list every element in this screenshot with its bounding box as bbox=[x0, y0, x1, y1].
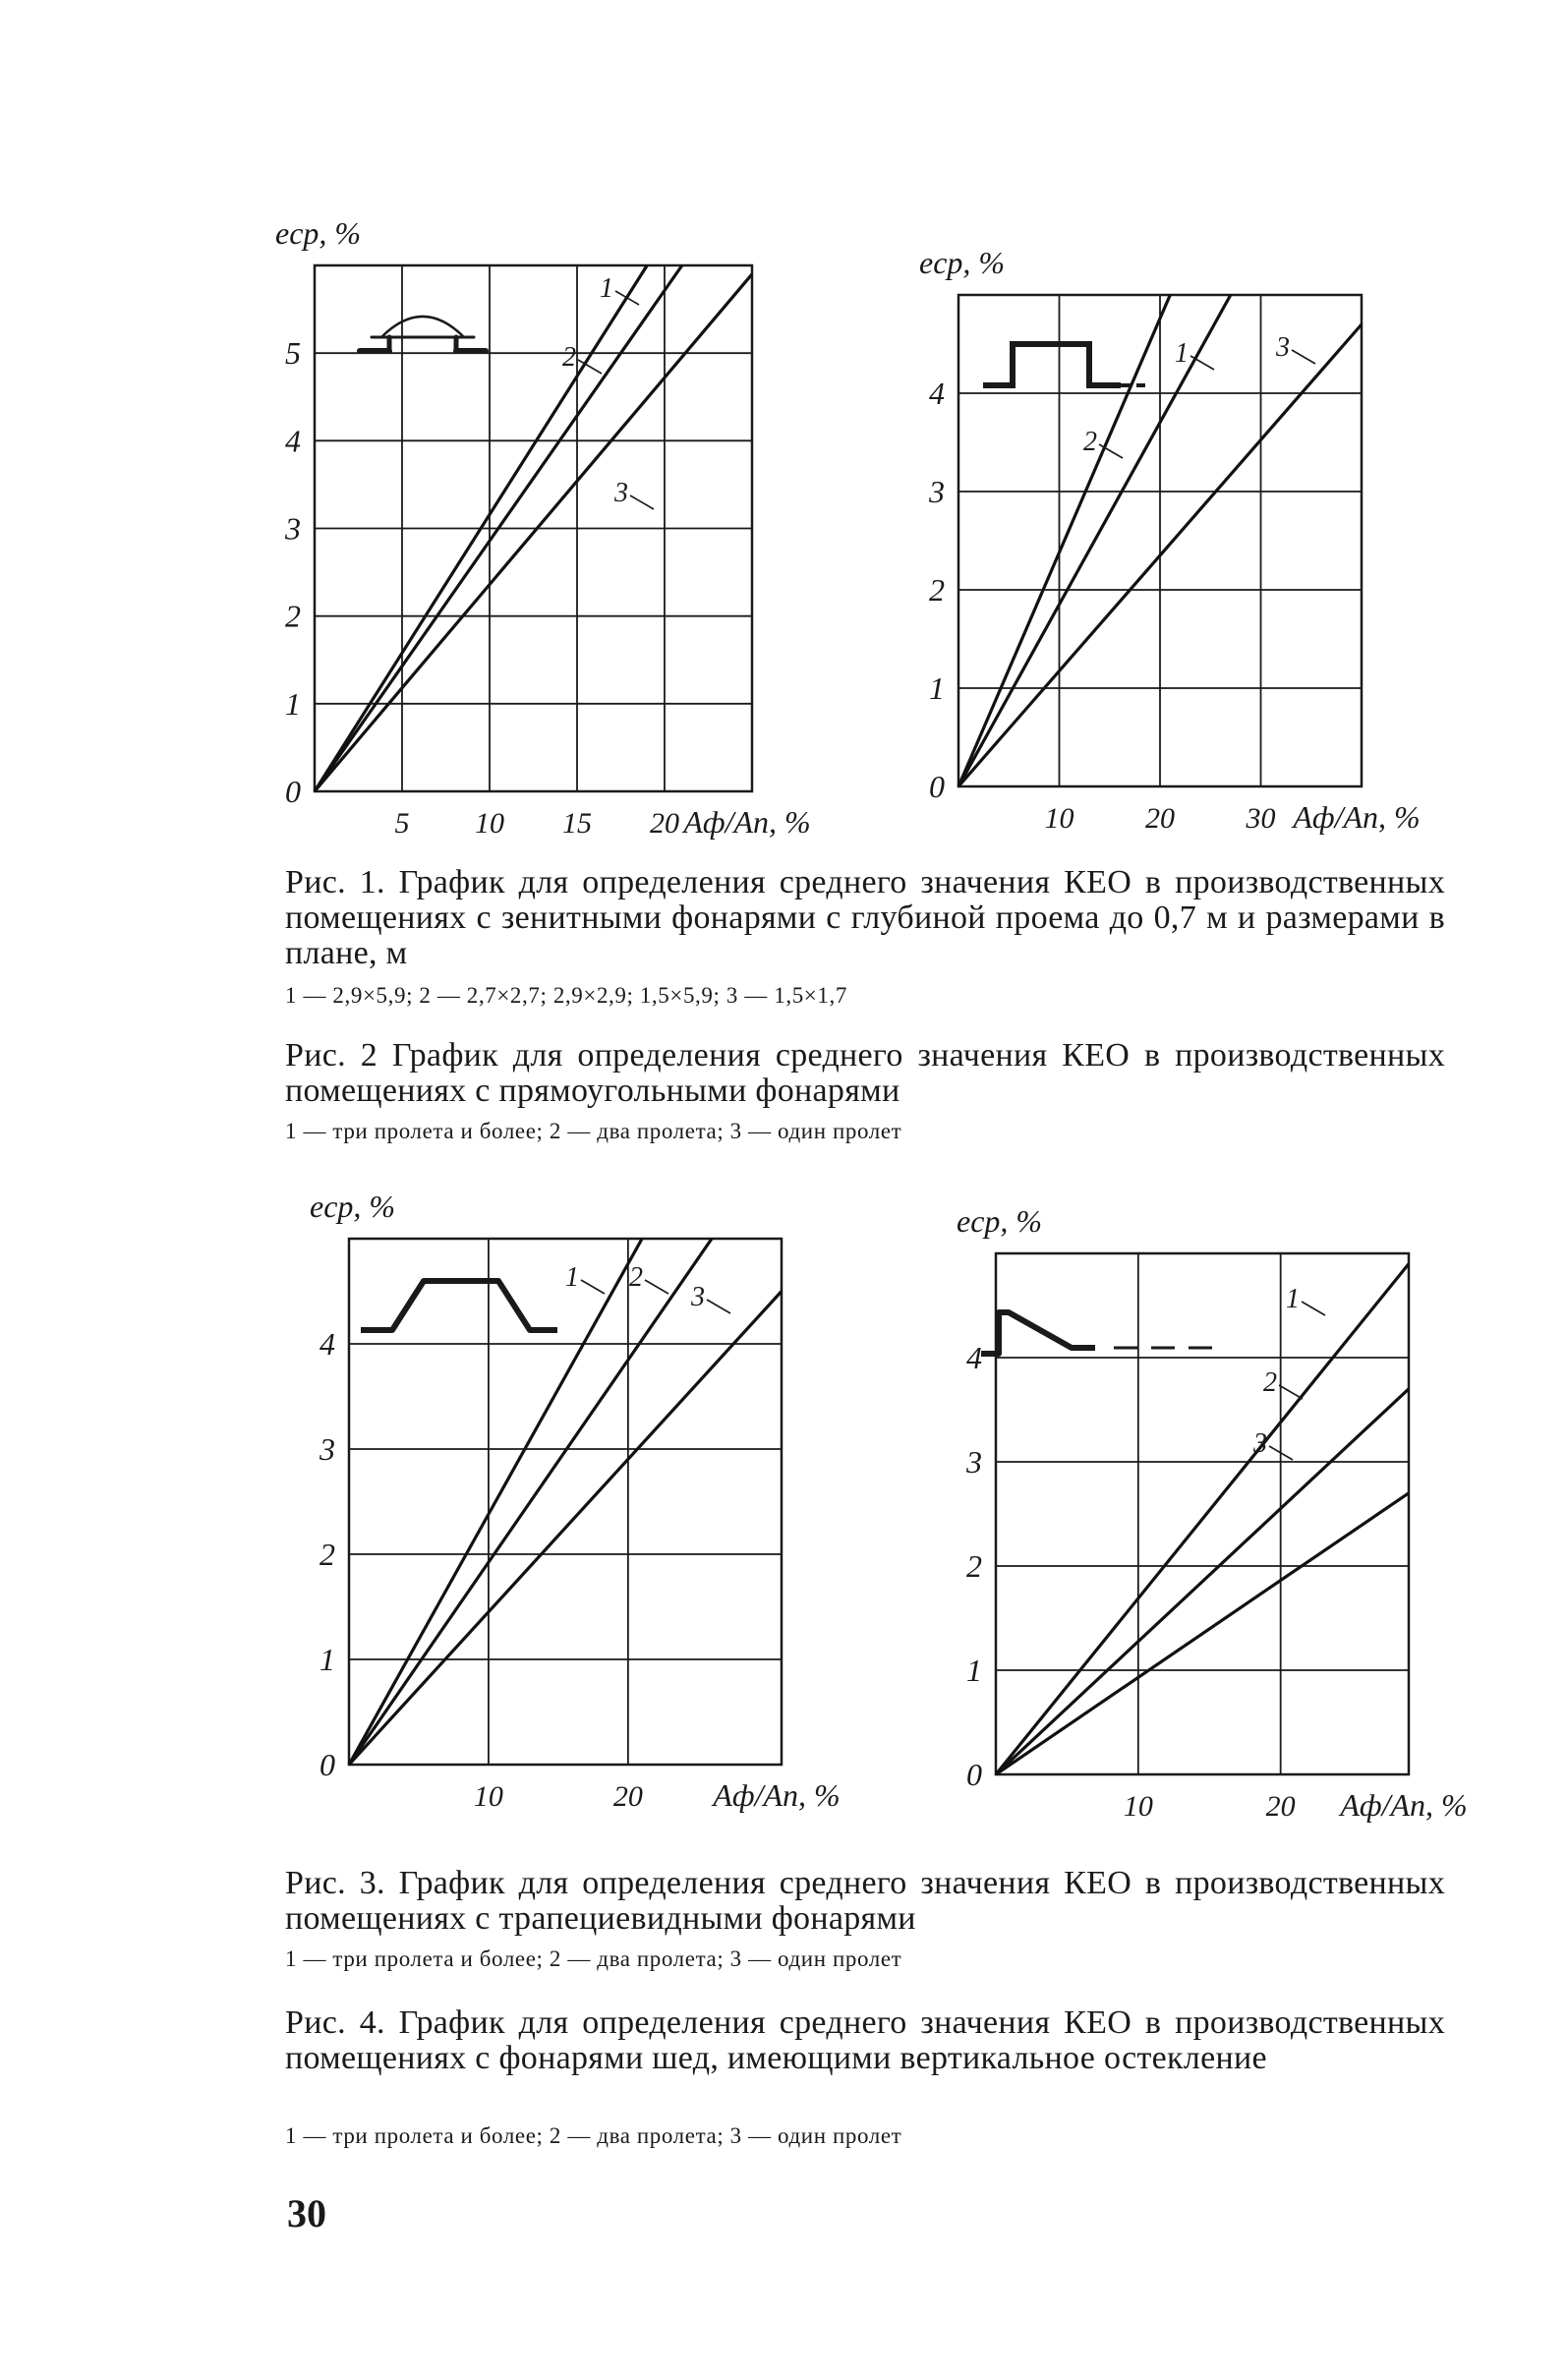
chart-fig2-series-label-1: 1 bbox=[1175, 338, 1189, 369]
chart-fig2-ylabel: eср, % bbox=[919, 245, 1006, 280]
chart-fig1 bbox=[265, 206, 816, 885]
chart-fig3-ylabel: eср, % bbox=[310, 1189, 396, 1224]
chart-fig4-ytick-4: 4 bbox=[966, 1340, 982, 1375]
chart-fig3-xtick-1: 20 bbox=[612, 1780, 643, 1813]
chart-fig2-ytick-0: 0 bbox=[929, 769, 945, 804]
chart-fig3-series-label-3: 3 bbox=[691, 1282, 705, 1312]
chart-fig2 bbox=[904, 236, 1455, 885]
chart-fig3-xtick-0: 10 bbox=[473, 1780, 503, 1813]
chart-fig2-xtick-1: 20 bbox=[1145, 802, 1175, 835]
chart-fig4-series-label-3: 3 bbox=[1253, 1428, 1267, 1459]
chart-fig1-ylabel: eср, % bbox=[275, 215, 362, 251]
chart-fig4-series-3 bbox=[996, 1493, 1409, 1774]
chart-fig1-series-leader-3 bbox=[630, 495, 654, 509]
chart-fig3-ytick-0: 0 bbox=[319, 1747, 335, 1782]
chart-fig2-ytick-1: 1 bbox=[929, 670, 945, 706]
chart-fig1-ytick-2: 2 bbox=[285, 598, 301, 634]
chart-fig1-ytick-5: 5 bbox=[285, 335, 301, 372]
chart-fig1-xlabel: Aф/Aп, % bbox=[683, 804, 811, 840]
chart-fig4-series-leader-2 bbox=[1279, 1385, 1303, 1399]
chart-fig4-ylabel: eср, % bbox=[957, 1203, 1043, 1239]
caption-fig2: Рис. 2 График для определения среднего значения КЕО в производственных помещениях с прямоугольными фонарями bbox=[285, 1037, 1445, 1109]
chart-fig2-ytick-3: 3 bbox=[929, 474, 945, 509]
caption-fig4: Рис. 4. График для определения среднего значения КЕО в производственных помещениях с фонарями шед, имеющими вертикальное остекление bbox=[285, 2004, 1445, 2076]
chart-fig1-xtick-0: 5 bbox=[394, 807, 410, 840]
chart-fig1-ytick-3: 3 bbox=[285, 510, 301, 547]
caption-fig3: Рис. 3. График для определения среднего значения КЕО в производственных помещениях с трапециевидными фонарями bbox=[285, 1865, 1445, 1937]
chart-fig1-xtick-1: 10 bbox=[475, 807, 504, 840]
chart-fig4-series-leader-1 bbox=[1302, 1302, 1325, 1315]
chart-fig3-series-3 bbox=[349, 1292, 782, 1766]
chart-fig2-ytick-4: 4 bbox=[929, 376, 945, 411]
chart-fig2-series-leader-3 bbox=[1292, 350, 1315, 364]
chart-fig3-series-label-1: 1 bbox=[565, 1262, 579, 1293]
chart-fig1-ytick-4: 4 bbox=[285, 423, 301, 459]
rectangular-lantern-icon bbox=[983, 344, 1145, 385]
chart-fig4 bbox=[914, 1194, 1468, 1858]
legend-fig2: 1 — три пролета и более; 2 — два пролета; 3 — один пролет bbox=[285, 1119, 902, 1143]
chart-fig2-xtick-0: 10 bbox=[1044, 802, 1074, 835]
chart-fig3-ytick-2: 2 bbox=[319, 1537, 335, 1572]
chart-fig1-series-label-1: 1 bbox=[600, 273, 613, 304]
chart-fig3-series-1 bbox=[349, 1239, 642, 1765]
chart-fig4-ytick-2: 2 bbox=[966, 1548, 982, 1584]
chart-fig2-ytick-2: 2 bbox=[929, 572, 945, 608]
chart-fig3 bbox=[270, 1180, 841, 1858]
chart-fig4-series-label-2: 2 bbox=[1263, 1367, 1277, 1398]
chart-fig4-xtick-1: 20 bbox=[1265, 1790, 1296, 1823]
chart-fig3-series-leader-3 bbox=[707, 1300, 730, 1313]
legend-fig1: 1 — 2,9×5,9; 2 — 2,7×2,7; 2,9×2,9; 1,5×5,9; 3 — 1,5×1,7 bbox=[285, 983, 847, 1008]
trapezoid-lantern-icon bbox=[361, 1281, 557, 1330]
chart-fig3-series-label-2: 2 bbox=[629, 1262, 643, 1293]
chart-fig1-series-label-2: 2 bbox=[562, 342, 576, 373]
chart-fig2-series-1 bbox=[958, 295, 1170, 786]
shed-lantern-icon bbox=[981, 1312, 1217, 1354]
chart-fig3-ytick-1: 1 bbox=[319, 1642, 335, 1677]
chart-fig2-series-label-3: 3 bbox=[1276, 332, 1290, 363]
chart-fig2-series-label-2: 2 bbox=[1083, 427, 1097, 457]
caption-fig1: Рис. 1. График для определения среднего значения КЕО в производственных помещениях с зенитными фонарями с глубиной проема до 0,7 м и размерами в плане, м bbox=[285, 864, 1445, 971]
chart-fig1-ytick-0: 0 bbox=[285, 774, 301, 809]
chart-fig3-series-leader-1 bbox=[581, 1280, 605, 1294]
legend-fig4: 1 — три пролета и более; 2 — два пролета; 3 — один пролет bbox=[285, 2123, 902, 2148]
chart-fig1-series-label-3: 3 bbox=[614, 478, 628, 508]
chart-fig4-xtick-0: 10 bbox=[1123, 1790, 1153, 1823]
chart-fig4-series-2 bbox=[996, 1389, 1409, 1774]
chart-fig3-plot-frame bbox=[349, 1239, 782, 1765]
chart-fig4-ytick-3: 3 bbox=[966, 1444, 982, 1480]
chart-fig1-xtick-2: 15 bbox=[562, 807, 592, 840]
chart-fig3-xlabel: Aф/Aп, % bbox=[713, 1777, 841, 1813]
chart-fig1-ytick-1: 1 bbox=[285, 685, 301, 722]
chart-fig3-ytick-4: 4 bbox=[319, 1326, 335, 1362]
dome-skylight-icon bbox=[360, 317, 486, 351]
chart-fig2-xtick-2: 30 bbox=[1246, 802, 1276, 835]
chart-fig2-series-2 bbox=[958, 295, 1231, 786]
chart-fig3-series-leader-2 bbox=[645, 1280, 668, 1294]
chart-fig4-xlabel: Aф/Aп, % bbox=[1340, 1787, 1468, 1823]
chart-fig1-series-leader-1 bbox=[615, 291, 639, 305]
chart-fig4-ytick-1: 1 bbox=[966, 1653, 982, 1688]
chart-fig3-ytick-3: 3 bbox=[319, 1431, 335, 1467]
legend-fig3: 1 — три пролета и более; 2 — два пролета; 3 — один пролет bbox=[285, 1946, 902, 1971]
chart-fig4-series-label-1: 1 bbox=[1286, 1284, 1300, 1314]
chart-fig2-xlabel: Aф/Aп, % bbox=[1293, 799, 1421, 835]
chart-fig4-ytick-0: 0 bbox=[966, 1757, 982, 1792]
page-number: 30 bbox=[287, 2191, 326, 2235]
chart-fig1-xtick-3: 20 bbox=[650, 807, 679, 840]
